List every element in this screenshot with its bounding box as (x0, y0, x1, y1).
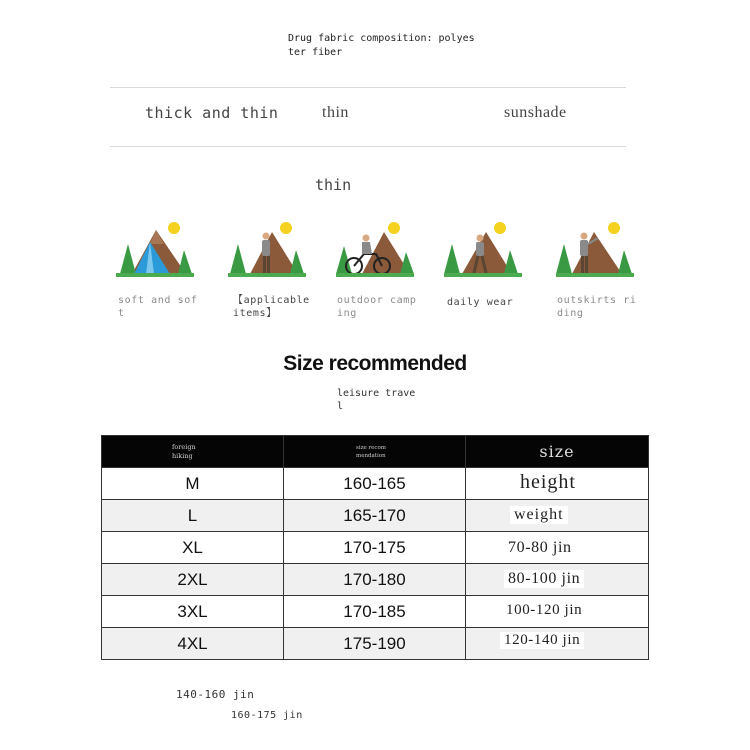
scene-caption-4: daily wear (447, 297, 514, 308)
divider-top (110, 87, 626, 88)
table-row (102, 628, 649, 660)
size-table (101, 435, 649, 660)
header-foreign-hiking: foreign hiking (102, 436, 284, 468)
height-range-cell: 175-190 (284, 628, 466, 660)
leisure-travel-text: leisure trave l (337, 388, 416, 412)
height-range-cell: 170-185 (284, 596, 466, 628)
option-thin: thin (322, 104, 349, 121)
option-thick-and-thin: thick and thin (145, 104, 279, 122)
tent-camping-scene-icon (112, 216, 196, 284)
hiker-pointing-scene-icon (552, 216, 636, 284)
header-size-recommendation: size recom mendation (284, 436, 466, 468)
divider-bottom (110, 146, 626, 147)
footer-weight-range-2: 160-175 jin (231, 710, 303, 721)
table-row (102, 468, 649, 500)
size-cell: XL (102, 532, 284, 564)
info-text: 80-100 jin (504, 570, 584, 588)
option-sunshade: sunshade (504, 104, 567, 121)
info-cell (466, 596, 649, 628)
info-cell (466, 500, 649, 532)
header-size: size (466, 436, 649, 468)
thin-label: thin (315, 176, 352, 194)
info-cell (466, 468, 649, 500)
fabric-composition-text: Drug fabric composition: polyes ter fiber (288, 33, 475, 58)
hiker-walking-scene-icon (440, 216, 524, 284)
size-cell: 2XL (102, 564, 284, 596)
size-cell: M (102, 468, 284, 500)
info-text: height (516, 471, 580, 494)
hiker-standing-scene-icon (224, 216, 308, 284)
scene-caption-2: 【applicable items】 (233, 295, 310, 319)
table-row (102, 564, 649, 596)
size-cell: 3XL (102, 596, 284, 628)
footer-weight-range-1: 140-160 jin (176, 688, 255, 701)
cyclist-riding-scene-icon (332, 216, 416, 284)
height-range-cell: 160-165 (284, 468, 466, 500)
size-cell: 4XL (102, 628, 284, 660)
info-text: weight (510, 506, 568, 524)
info-cell (466, 564, 649, 596)
height-range-cell: 170-180 (284, 564, 466, 596)
table-row (102, 500, 649, 532)
scene-caption-3: outdoor camp ing (337, 295, 417, 319)
info-text: 70-80 jin (504, 539, 576, 557)
table-row (102, 596, 649, 628)
info-cell (466, 532, 649, 564)
scene-caption-1: soft and sof t (118, 295, 198, 319)
info-cell (466, 628, 649, 660)
table-header-row (102, 436, 649, 468)
info-text: 120-140 jin (500, 632, 584, 649)
info-text: 100-120 jin (502, 602, 586, 619)
scene-caption-5: outskirts ri ding (557, 295, 637, 319)
height-range-cell: 165-170 (284, 500, 466, 532)
height-range-cell: 170-175 (284, 532, 466, 564)
table-row (102, 532, 649, 564)
size-recommended-title: Size recommended (283, 352, 467, 375)
size-cell: L (102, 500, 284, 532)
